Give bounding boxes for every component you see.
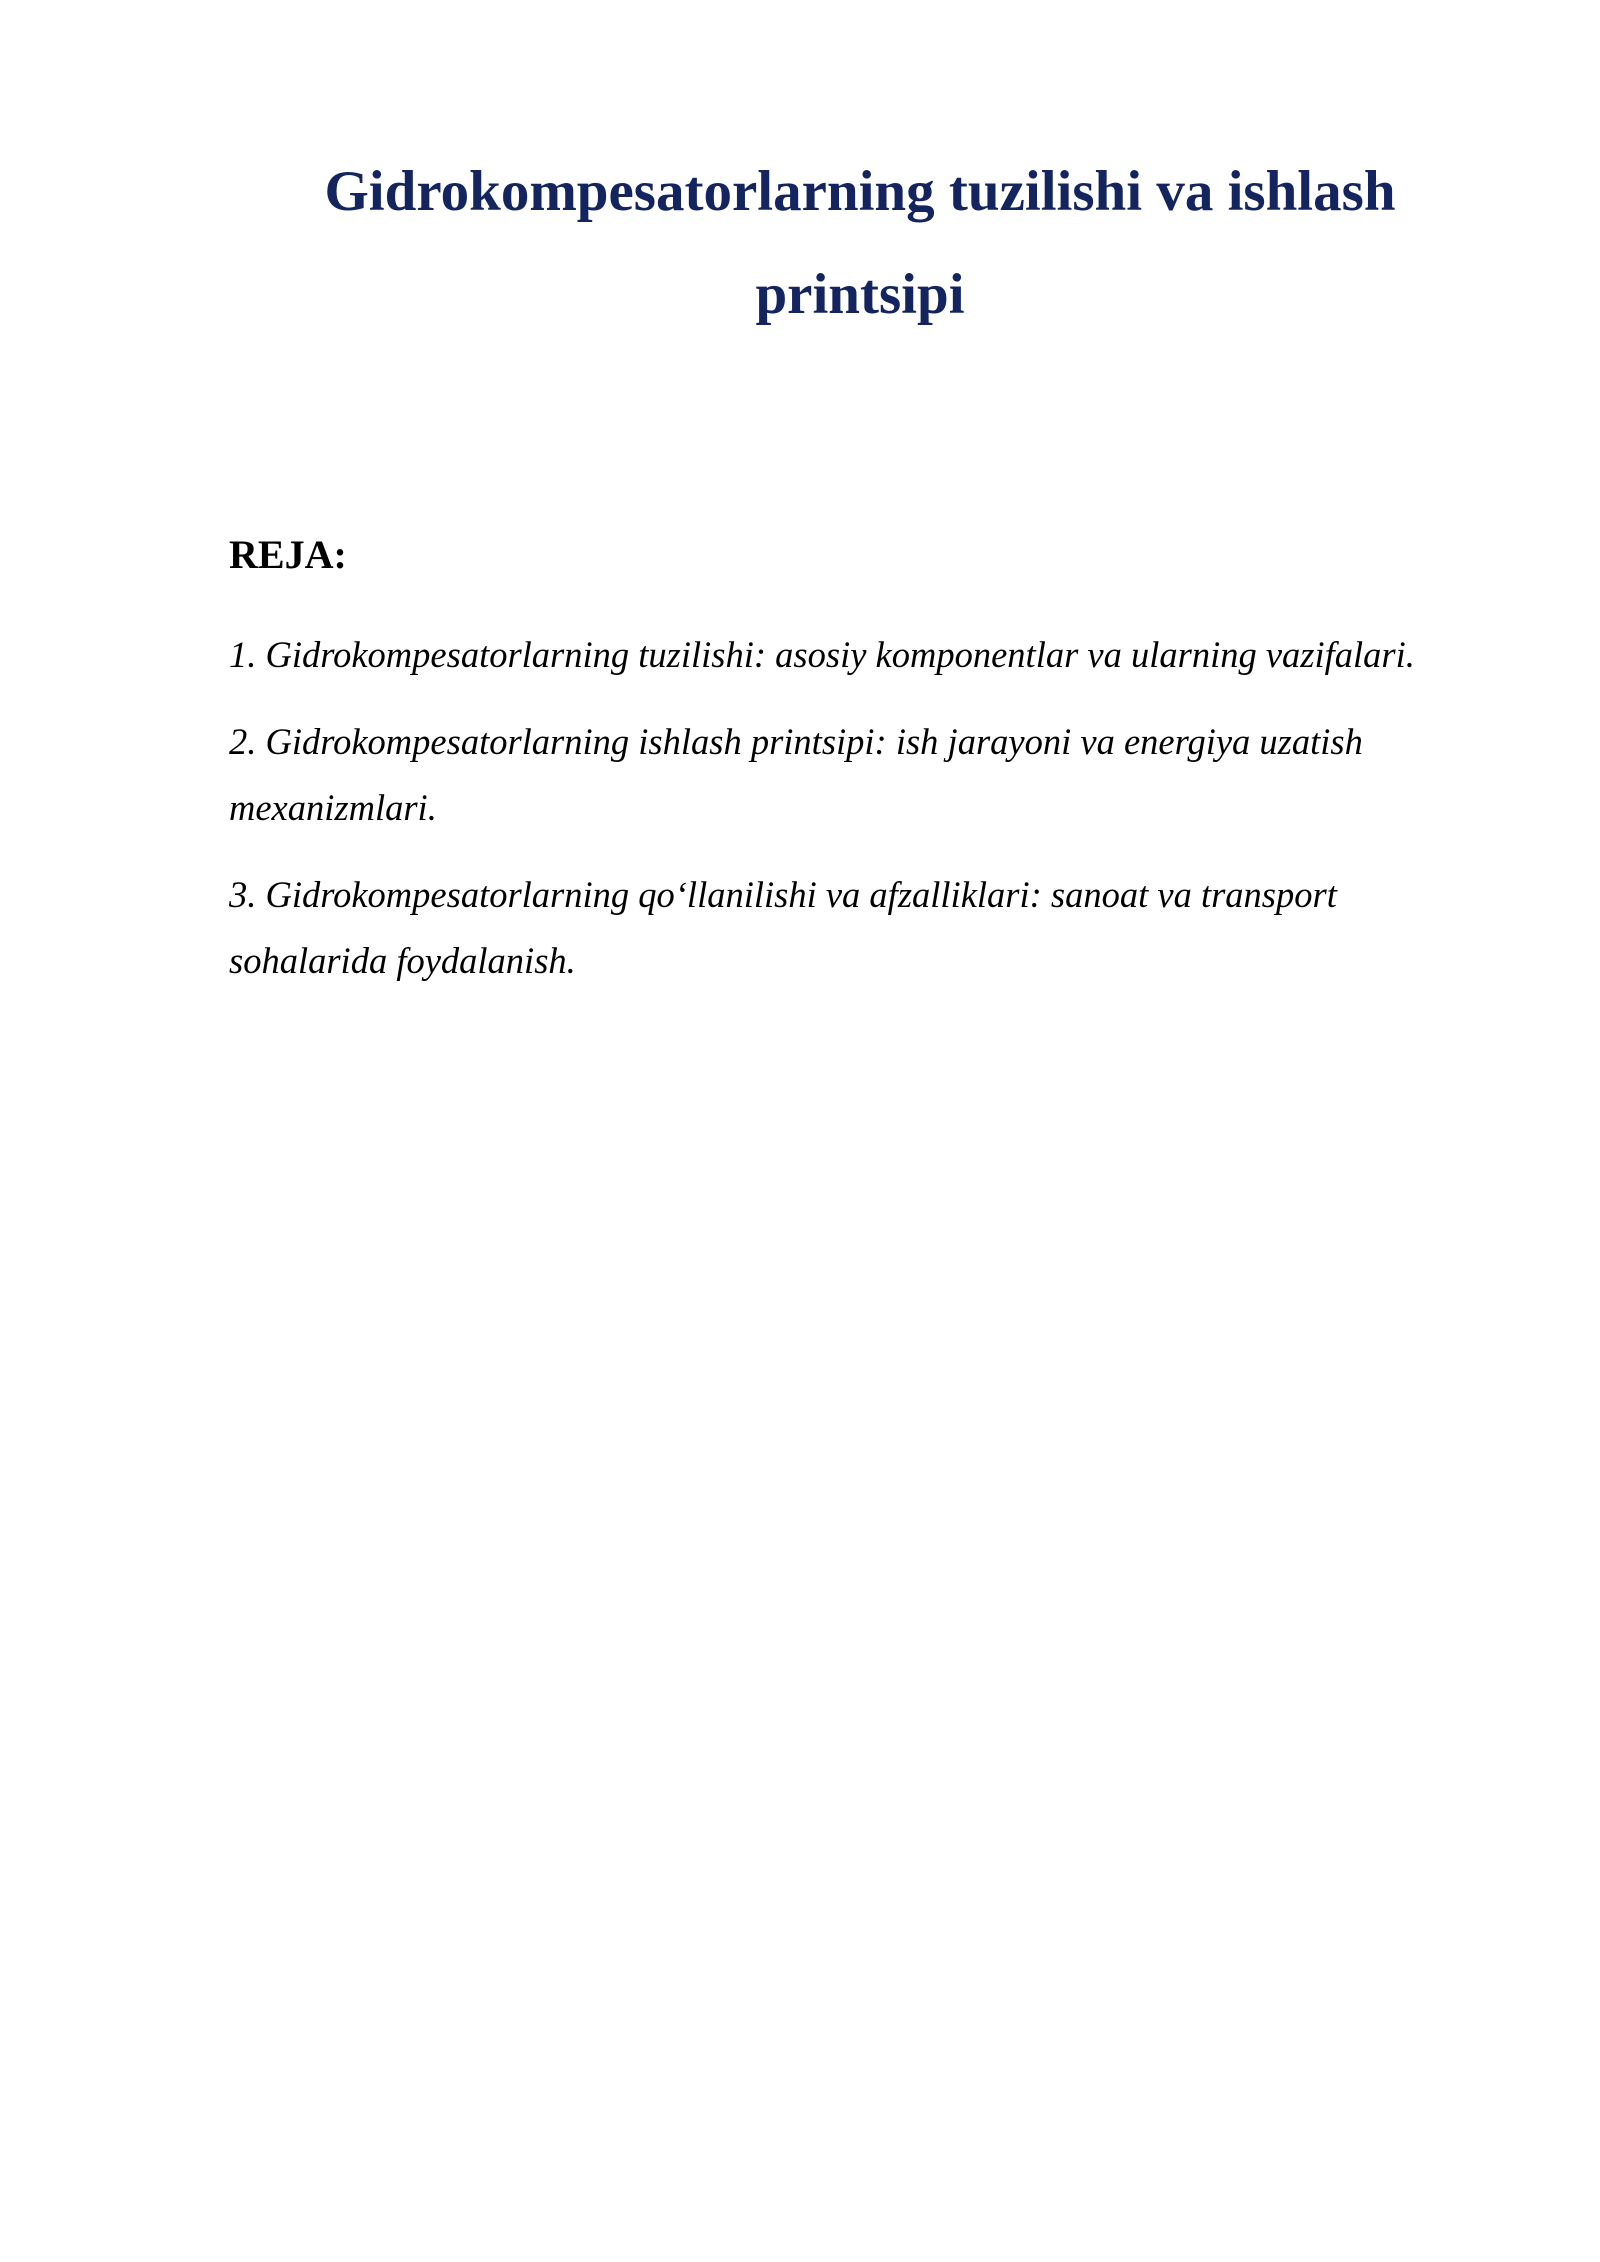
- plan-heading: REJA:: [229, 532, 347, 577]
- plan-item: 1. Gidrokompesatorlarning tuzilishi: asosiy komponentlar va ularning vazifalari.: [229, 634, 1415, 675]
- plan-section: [229, 525, 1489, 1015]
- plan-list: [229, 622, 1489, 994]
- document-title: Gidrokompesatorlarning tuzilishi va ishlash printsipi: [324, 160, 1396, 326]
- plan-item: 2. Gidrokompesatorlarning ishlash printsipi: ish jarayoni va energiya uzatish mexanizmlari.: [229, 721, 1363, 828]
- plan-item: 3. Gidrokompesatorlarning qo‘llanilishi va afzalliklari: sanoat va transport sohalarida foydalanish.: [229, 874, 1337, 981]
